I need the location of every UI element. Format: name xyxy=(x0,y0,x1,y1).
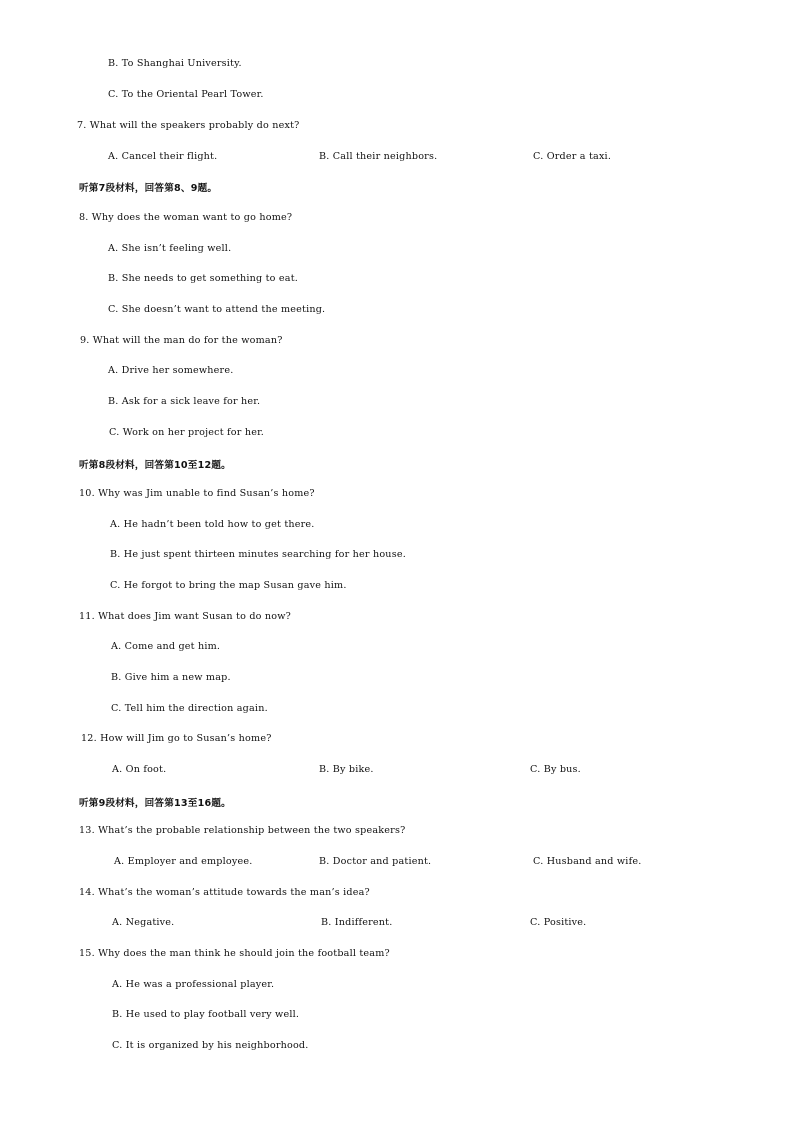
section-heading-8: 听第8段材料，回答第10至12题。 xyxy=(79,460,231,471)
q6-option-c: C. To the Oriental Pearl Tower. xyxy=(108,89,264,100)
section-heading-7: 听第7段材料，回答第8、9题。 xyxy=(79,183,218,194)
q15-option-c: C. It is organized by his neighborhood. xyxy=(112,1040,309,1051)
q6-option-b: B. To Shanghai University. xyxy=(108,58,242,69)
q13-option-c: C. Husband and wife. xyxy=(533,856,642,867)
q7-option-b: B. Call their neighbors. xyxy=(319,151,438,162)
q13-question: 13. What’s the probable relationship between the two speakers? xyxy=(79,825,406,836)
q11-option-b: B. Give him a new map. xyxy=(111,672,231,683)
q13-option-b: B. Doctor and patient. xyxy=(319,856,432,867)
section-heading-9: 听第9段材料，回答第13至16题。 xyxy=(79,798,231,809)
q12-question: 12. How will Jim go to Susan’s home? xyxy=(81,733,272,744)
q14-option-a: A. Negative. xyxy=(112,917,175,928)
q9-option-c: C. Work on her project for her. xyxy=(109,427,265,438)
q12-option-c: C. By bus. xyxy=(530,764,581,775)
q10-question: 10. Why was Jim unable to find Susan’s home? xyxy=(79,488,315,499)
q14-option-b: B. Indifferent. xyxy=(321,917,393,928)
q8-option-b: B. She needs to get something to eat. xyxy=(108,273,299,284)
q8-option-a: A. She isn’t feeling well. xyxy=(108,243,232,254)
q7-question: 7. What will the speakers probably do next? xyxy=(77,120,300,131)
q10-option-c: C. He forgot to bring the map Susan gave him. xyxy=(110,580,347,591)
q8-question: 8. Why does the woman want to go home? xyxy=(79,212,293,223)
q9-option-a: A. Drive her somewhere. xyxy=(108,365,234,376)
q9-question: 9. What will the man do for the woman? xyxy=(80,335,283,346)
q11-question: 11. What does Jim want Susan to do now? xyxy=(79,611,291,622)
q12-option-b: B. By bike. xyxy=(319,764,374,775)
q15-option-a: A. He was a professional player. xyxy=(112,979,275,990)
q10-option-a: A. He hadn’t been told how to get there. xyxy=(110,519,315,530)
q11-option-a: A. Come and get him. xyxy=(111,641,221,652)
q7-option-c: C. Order a taxi. xyxy=(533,151,612,162)
q15-option-b: B. He used to play football very well. xyxy=(112,1009,300,1020)
q10-option-b: B. He just spent thirteen minutes searching for her house. xyxy=(110,549,406,560)
q14-question: 14. What’s the woman’s attitude towards the man’s idea? xyxy=(79,887,370,898)
q15-question: 15. Why does the man think he should join the football team? xyxy=(79,948,390,959)
q14-option-c: C. Positive. xyxy=(530,917,587,928)
q11-option-c: C. Tell him the direction again. xyxy=(111,703,268,714)
q12-option-a: A. On foot. xyxy=(112,764,167,775)
q9-option-b: B. Ask for a sick leave for her. xyxy=(108,396,261,407)
q13-option-a: A. Employer and employee. xyxy=(114,856,253,867)
q8-option-c: C. She doesn’t want to attend the meeting. xyxy=(108,304,326,315)
q7-option-a: A. Cancel their flight. xyxy=(108,151,218,162)
